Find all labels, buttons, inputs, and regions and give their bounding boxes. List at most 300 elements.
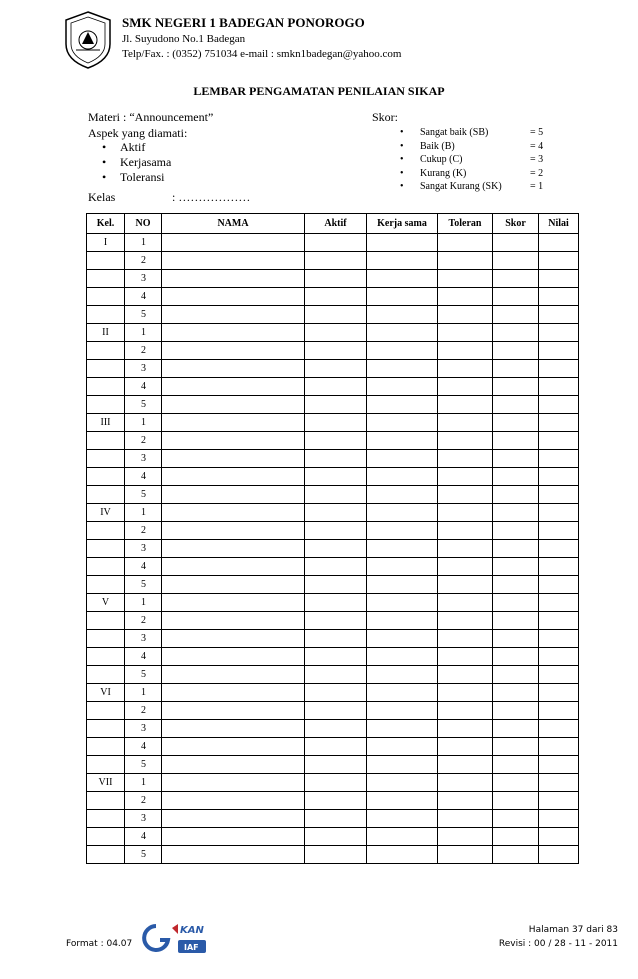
cell-nama [162, 450, 305, 468]
cell-no: 2 [125, 342, 162, 360]
cell-aktif [305, 792, 367, 810]
table-row [87, 360, 579, 378]
cell-aktif [305, 810, 367, 828]
cell-nama [162, 828, 305, 846]
cell-nama [162, 342, 305, 360]
cell-nilai [539, 504, 579, 522]
cell-toleran [438, 270, 493, 288]
cell-kerjasama [367, 252, 438, 270]
header-kel: Kel. [87, 214, 125, 234]
table-row [87, 522, 579, 540]
cell-nama [162, 252, 305, 270]
cell-toleran [438, 684, 493, 702]
table-row [87, 378, 579, 396]
cell-toleran [438, 252, 493, 270]
bullet-icon: • [400, 140, 404, 152]
cell-kel [87, 792, 125, 810]
cell-nama [162, 324, 305, 342]
aspek-item: • Aktif [102, 140, 171, 155]
cell-kel [87, 270, 125, 288]
cell-aktif [305, 666, 367, 684]
cell-aktif [305, 594, 367, 612]
cell-skor [493, 360, 539, 378]
cell-aktif [305, 288, 367, 306]
cell-aktif [305, 504, 367, 522]
cell-toleran [438, 234, 493, 252]
table-row [87, 342, 579, 360]
cell-skor [493, 540, 539, 558]
cell-kerjasama [367, 630, 438, 648]
cell-toleran [438, 738, 493, 756]
cell-nilai [539, 666, 579, 684]
cell-kel [87, 810, 125, 828]
cell-kel [87, 288, 125, 306]
cell-kel [87, 252, 125, 270]
cell-skor [493, 306, 539, 324]
cell-no: 2 [125, 432, 162, 450]
cell-no: 1 [125, 234, 162, 252]
cell-kerjasama [367, 792, 438, 810]
cell-skor [493, 450, 539, 468]
cell-skor [493, 756, 539, 774]
cell-toleran [438, 666, 493, 684]
cell-nilai [539, 594, 579, 612]
cell-skor [493, 468, 539, 486]
cell-kerjasama [367, 684, 438, 702]
cell-no: 1 [125, 684, 162, 702]
table-row [87, 630, 579, 648]
cell-aktif [305, 234, 367, 252]
cell-nilai [539, 612, 579, 630]
cell-toleran [438, 486, 493, 504]
cell-skor [493, 738, 539, 756]
cell-toleran [438, 432, 493, 450]
cell-no: 4 [125, 738, 162, 756]
cell-no: 2 [125, 792, 162, 810]
cell-nilai [539, 234, 579, 252]
cell-nilai [539, 738, 579, 756]
cell-toleran [438, 792, 493, 810]
table-row [87, 540, 579, 558]
table-body [87, 234, 579, 864]
cell-kel [87, 306, 125, 324]
certification-logo [142, 918, 212, 958]
cell-kerjasama [367, 342, 438, 360]
cell-kerjasama [367, 432, 438, 450]
cell-nama [162, 378, 305, 396]
cell-nama [162, 234, 305, 252]
cell-kerjasama [367, 666, 438, 684]
cell-skor [493, 648, 539, 666]
cell-kel: V [87, 594, 125, 612]
cell-kel [87, 738, 125, 756]
cell-kerjasama [367, 612, 438, 630]
cell-no: 2 [125, 522, 162, 540]
kelas-label: Kelas [88, 190, 116, 204]
cell-aktif [305, 522, 367, 540]
cell-nama [162, 756, 305, 774]
cell-kel [87, 468, 125, 486]
cell-nama [162, 486, 305, 504]
cell-kel [87, 828, 125, 846]
skor-value: = 5 [530, 127, 544, 138]
cell-aktif [305, 396, 367, 414]
cell-aktif [305, 342, 367, 360]
cell-kel [87, 846, 125, 864]
cell-nilai [539, 540, 579, 558]
cell-no: 2 [125, 702, 162, 720]
cell-nilai [539, 396, 579, 414]
cell-skor [493, 594, 539, 612]
cell-toleran [438, 450, 493, 468]
cell-nilai [539, 468, 579, 486]
cell-skor [493, 846, 539, 864]
cell-aktif [305, 252, 367, 270]
cell-skor [493, 558, 539, 576]
cell-kel: II [87, 324, 125, 342]
table-row [87, 666, 579, 684]
cell-toleran [438, 702, 493, 720]
table-row [87, 720, 579, 738]
table-header-row [87, 214, 579, 234]
cell-nama [162, 774, 305, 792]
cell-nama [162, 594, 305, 612]
cell-aktif [305, 270, 367, 288]
cell-toleran [438, 612, 493, 630]
table-row [87, 828, 579, 846]
table-row [87, 792, 579, 810]
cell-toleran [438, 522, 493, 540]
cell-toleran [438, 504, 493, 522]
cell-nama [162, 738, 305, 756]
cell-aktif [305, 468, 367, 486]
cell-kel: I [87, 234, 125, 252]
cell-kel [87, 450, 125, 468]
cell-kerjasama [367, 306, 438, 324]
page-number: Halaman 37 dari 83 [528, 925, 618, 935]
cell-nilai [539, 324, 579, 342]
skor-value: = 4 [530, 140, 544, 152]
cell-kerjasama [367, 738, 438, 756]
cell-toleran [438, 360, 493, 378]
cell-kerjasama [367, 540, 438, 558]
cell-no: 2 [125, 612, 162, 630]
cell-nama [162, 720, 305, 738]
cell-kerjasama [367, 288, 438, 306]
cell-toleran [438, 810, 493, 828]
cell-kerjasama [367, 702, 438, 720]
cell-aktif [305, 648, 367, 666]
cell-no: 1 [125, 504, 162, 522]
cell-toleran [438, 774, 493, 792]
kan-text: KAN [180, 925, 204, 936]
cell-kel [87, 648, 125, 666]
cell-nilai [539, 630, 579, 648]
cell-kel [87, 666, 125, 684]
cell-toleran [438, 468, 493, 486]
cell-no: 3 [125, 720, 162, 738]
cell-nama [162, 846, 305, 864]
skor-item [400, 180, 560, 194]
cell-kel [87, 612, 125, 630]
skor-item [400, 140, 560, 154]
cell-kel [87, 432, 125, 450]
cell-toleran [438, 558, 493, 576]
cell-skor [493, 342, 539, 360]
cell-kerjasama [367, 504, 438, 522]
cell-nilai [539, 792, 579, 810]
cell-nilai [539, 342, 579, 360]
cell-kel [87, 486, 125, 504]
cell-kerjasama [367, 360, 438, 378]
cell-skor [493, 810, 539, 828]
cell-aktif [305, 738, 367, 756]
cell-no: 3 [125, 450, 162, 468]
cell-nilai [539, 270, 579, 288]
skor-value: = 1 [530, 181, 544, 192]
table-row [87, 252, 579, 270]
cell-no: 4 [125, 828, 162, 846]
cell-kel [87, 630, 125, 648]
table-row [87, 738, 579, 756]
cell-kel [87, 702, 125, 720]
cell-skor [493, 486, 539, 504]
school-name: SMK NEGERI 1 BADEGAN PONOROGO [122, 15, 365, 30]
cell-nama [162, 576, 305, 594]
cell-nama [162, 396, 305, 414]
table-row [87, 450, 579, 468]
cell-nilai [539, 306, 579, 324]
cell-skor [493, 432, 539, 450]
cell-nilai [539, 522, 579, 540]
header-aktif: Aktif [305, 214, 367, 234]
cell-kerjasama [367, 846, 438, 864]
cell-kerjasama [367, 522, 438, 540]
materi-label: Materi : “Announcement” [88, 110, 214, 124]
school-address: Jl. Suyudono No.1 Badegan [122, 33, 246, 45]
cell-skor [493, 666, 539, 684]
table-row [87, 306, 579, 324]
cell-nilai [539, 720, 579, 738]
cell-no: 4 [125, 648, 162, 666]
cell-no: 3 [125, 270, 162, 288]
skor-item [400, 153, 560, 167]
cell-kerjasama [367, 396, 438, 414]
cell-no: 1 [125, 774, 162, 792]
cell-kel: III [87, 414, 125, 432]
cell-kel [87, 360, 125, 378]
kelas-value: : ……………… [172, 190, 251, 204]
cell-kel [87, 720, 125, 738]
cell-kel [87, 342, 125, 360]
table-row [87, 846, 579, 864]
table-row [87, 702, 579, 720]
cell-nama [162, 558, 305, 576]
cell-nama [162, 414, 305, 432]
cell-nilai [539, 756, 579, 774]
skor-text: Sangat Kurang (SK) [420, 181, 502, 192]
cell-no: 4 [125, 558, 162, 576]
cell-skor [493, 612, 539, 630]
school-contact: Telp/Fax. : (0352) 751034 e-mail : smkn1badegan@yahoo.com [122, 48, 402, 60]
cell-aktif [305, 540, 367, 558]
cell-aktif [305, 432, 367, 450]
cell-toleran [438, 396, 493, 414]
cell-nilai [539, 252, 579, 270]
cell-skor [493, 288, 539, 306]
cell-kel [87, 378, 125, 396]
cell-aktif [305, 828, 367, 846]
cell-toleran [438, 846, 493, 864]
cell-nilai [539, 774, 579, 792]
skor-item [400, 167, 560, 181]
cell-toleran [438, 414, 493, 432]
table-row [87, 558, 579, 576]
cell-skor [493, 378, 539, 396]
cell-nilai [539, 432, 579, 450]
cell-nilai [539, 846, 579, 864]
cell-aktif [305, 360, 367, 378]
header-toleran: Toleran [438, 214, 493, 234]
cell-kel [87, 396, 125, 414]
cell-toleran [438, 324, 493, 342]
cell-skor [493, 396, 539, 414]
cell-nama [162, 432, 305, 450]
header-skor: Skor [493, 214, 539, 234]
skor-value: = 3 [530, 154, 544, 165]
cell-kerjasama [367, 234, 438, 252]
cell-kerjasama [367, 594, 438, 612]
cell-skor [493, 252, 539, 270]
header-kerjasama: Kerja sama [367, 214, 438, 234]
cell-kel [87, 576, 125, 594]
cell-skor [493, 504, 539, 522]
cell-kerjasama [367, 774, 438, 792]
table-row [87, 684, 579, 702]
cell-nama [162, 666, 305, 684]
table-row [87, 594, 579, 612]
cell-toleran [438, 378, 493, 396]
table-row [87, 324, 579, 342]
cell-kel [87, 756, 125, 774]
cell-kerjasama [367, 810, 438, 828]
cell-toleran [438, 720, 493, 738]
table-row [87, 504, 579, 522]
cell-toleran [438, 756, 493, 774]
cell-kerjasama [367, 378, 438, 396]
cell-nilai [539, 414, 579, 432]
cell-kerjasama [367, 450, 438, 468]
iaf-text: IAF [184, 943, 199, 952]
cell-skor [493, 522, 539, 540]
cell-aktif [305, 558, 367, 576]
cell-kerjasama [367, 468, 438, 486]
school-logo [62, 10, 114, 70]
cell-skor [493, 234, 539, 252]
cell-aktif [305, 630, 367, 648]
cell-skor [493, 684, 539, 702]
cell-kel: IV [87, 504, 125, 522]
cell-aktif [305, 576, 367, 594]
cell-kel [87, 522, 125, 540]
cell-nilai [539, 648, 579, 666]
cell-no: 5 [125, 666, 162, 684]
cell-skor [493, 774, 539, 792]
cell-nilai [539, 810, 579, 828]
cell-nilai [539, 702, 579, 720]
cell-nama [162, 504, 305, 522]
cell-aktif [305, 612, 367, 630]
table-row [87, 432, 579, 450]
assessment-table [86, 213, 579, 864]
cell-nama [162, 468, 305, 486]
cell-nama [162, 792, 305, 810]
cell-skor [493, 270, 539, 288]
table-row [87, 288, 579, 306]
cell-toleran [438, 288, 493, 306]
cell-toleran [438, 306, 493, 324]
cell-no: 4 [125, 288, 162, 306]
table-row [87, 396, 579, 414]
cell-nama [162, 684, 305, 702]
cell-aktif [305, 720, 367, 738]
cell-no: 5 [125, 756, 162, 774]
cell-no: 3 [125, 630, 162, 648]
cell-aktif [305, 756, 367, 774]
skor-value: = 2 [530, 167, 544, 179]
cell-nama [162, 648, 305, 666]
cell-toleran [438, 630, 493, 648]
table-row [87, 414, 579, 432]
skor-list [400, 126, 560, 194]
cell-aktif [305, 306, 367, 324]
aspek-item: • Kerjasama [102, 155, 171, 170]
cell-kerjasama [367, 828, 438, 846]
cell-aktif [305, 774, 367, 792]
cell-no: 5 [125, 486, 162, 504]
cell-nama [162, 270, 305, 288]
cell-aktif [305, 684, 367, 702]
table-row [87, 810, 579, 828]
cell-aktif [305, 414, 367, 432]
cell-no: 4 [125, 468, 162, 486]
table-row [87, 234, 579, 252]
cell-skor [493, 324, 539, 342]
cell-kel [87, 558, 125, 576]
cell-nama [162, 810, 305, 828]
cell-nilai [539, 486, 579, 504]
cell-kerjasama [367, 558, 438, 576]
cell-toleran [438, 342, 493, 360]
cell-no: 3 [125, 360, 162, 378]
cell-kerjasama [367, 486, 438, 504]
cell-no: 1 [125, 594, 162, 612]
cell-toleran [438, 594, 493, 612]
table-row [87, 468, 579, 486]
cell-nama [162, 306, 305, 324]
cell-kerjasama [367, 648, 438, 666]
cell-kerjasama [367, 756, 438, 774]
cell-skor [493, 720, 539, 738]
cell-nilai [539, 288, 579, 306]
cell-no: 1 [125, 414, 162, 432]
cell-nilai [539, 684, 579, 702]
bullet-icon: • [400, 127, 404, 138]
cell-aktif [305, 324, 367, 342]
cell-kel: VII [87, 774, 125, 792]
table-row [87, 774, 579, 792]
cell-no: 1 [125, 324, 162, 342]
